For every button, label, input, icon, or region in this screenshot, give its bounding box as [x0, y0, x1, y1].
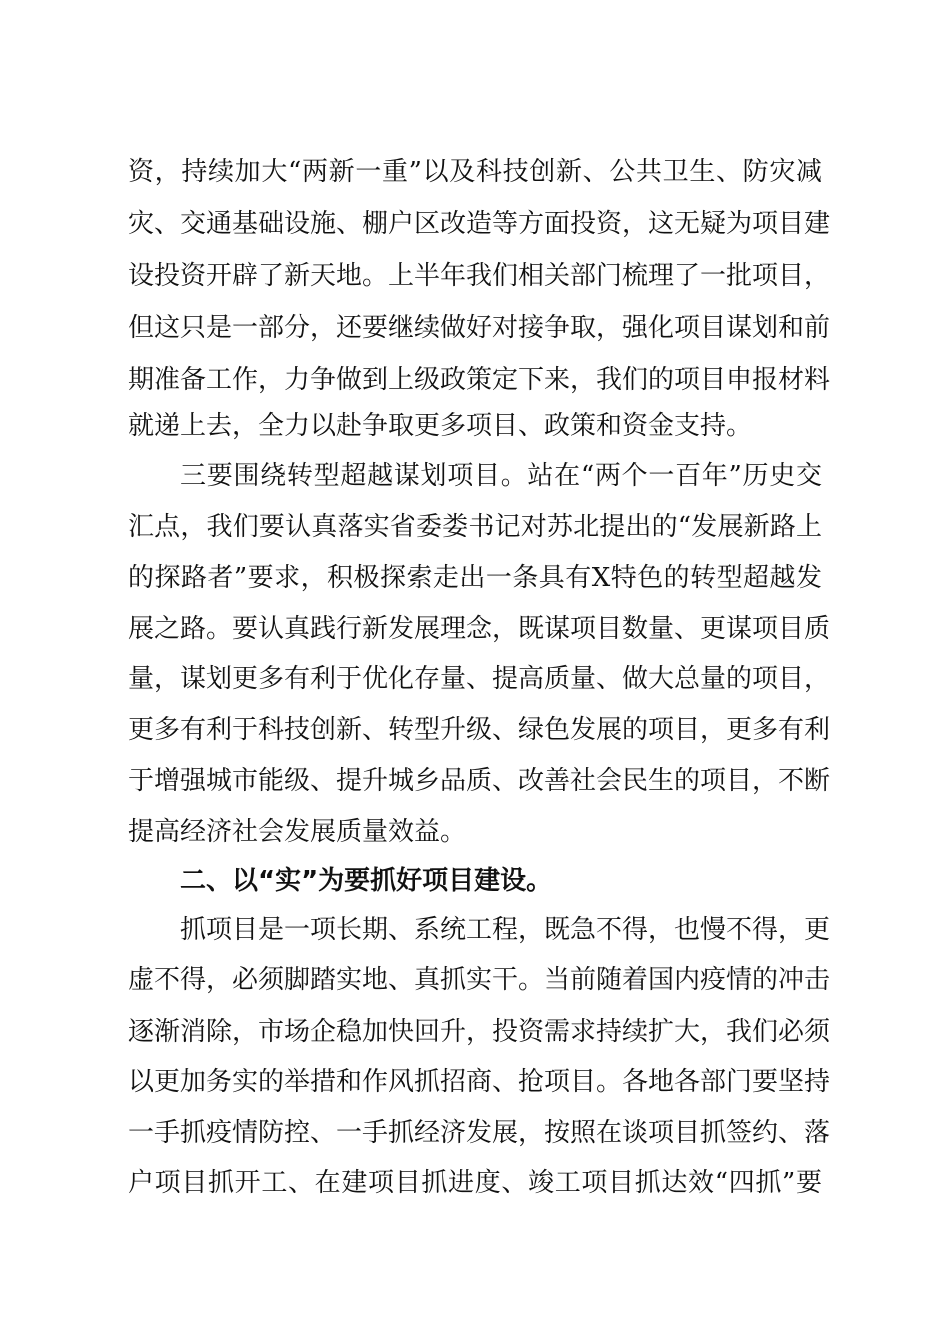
paragraph-line: 汇点，我们要认真落实省委娄书记对苏北提出的“发展新路上: [128, 512, 822, 542]
paragraph-line: 户项目抓开工、在建项目抓进度、竣工项目抓达效“四抓”要: [128, 1168, 822, 1198]
paragraph-line: 灾、交通基础设施、棚户区改造等方面投资，这无疑为项目建: [128, 209, 831, 239]
paragraph-line: 逐渐消除，市场企稳加快回升，投资需求持续扩大，我们必须: [128, 1017, 831, 1047]
paragraph-line: 展之路。要认真践行新发展理念，既谋项目数量、更谋项目质: [128, 614, 831, 644]
paragraph-line: 量，谋划更多有利于优化存量、提高质量、做大总量的项目，: [128, 664, 831, 694]
paragraph-line: 于增强城市能级、提升城乡品质、改善社会民生的项目，不断: [128, 766, 831, 796]
paragraph-line: 虚不得，必须脚踏实地、真抓实干。当前随着国内疫情的冲击: [128, 965, 831, 995]
paragraph-line: 的探路者”要求，积极探索走出一条具有X特色的转型超越发: [128, 563, 822, 593]
paragraph-line: 资，持续加大“两新一重”以及科技创新、公共卫生、防灾减: [128, 157, 822, 187]
paragraph-line: 期准备工作，力争做到上级政策定下来，我们的项目申报材料: [128, 365, 831, 395]
paragraph-line: 三要围绕转型超越谋划项目。站在“两个一百年”历史交: [180, 461, 822, 491]
paragraph-line: 就递上去，全力以赴争取更多项目、政策和资金支持。: [128, 411, 753, 441]
paragraph-line: 但这只是一部分，还要继续做好对接争取，强化项目谋划和前: [128, 313, 831, 343]
paragraph-line: 一手抓疫情防控、一手抓经济发展，按照在谈项目抓签约、落: [128, 1118, 831, 1148]
section-heading: 二、以“实”为要抓好项目建设。: [180, 866, 553, 896]
paragraph-line: 更多有利于科技创新、转型升级、绿色发展的项目，更多有利: [128, 715, 831, 745]
paragraph-line: 提高经济社会发展质量效益。: [128, 817, 467, 847]
paragraph-line: 设投资开辟了新天地。上半年我们相关部门梳理了一批项目，: [128, 261, 831, 291]
paragraph-line: 抓项目是一项长期、系统工程，既急不得，也慢不得，更: [180, 915, 831, 945]
paragraph-line: 以更加务实的举措和作风抓招商、抢项目。各地各部门要坚持: [128, 1067, 831, 1097]
